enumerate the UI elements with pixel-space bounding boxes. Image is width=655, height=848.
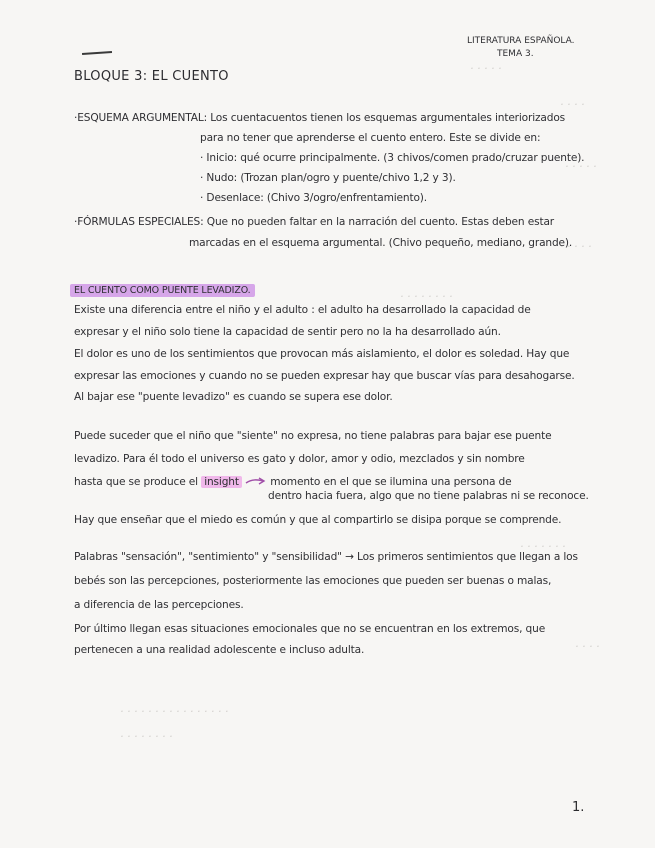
subject-header: LITERATURA ESPAÑOLA. <box>467 36 575 46</box>
section-heading-text: EL CUENTO COMO PUENTE LEVADIZO. <box>70 284 255 297</box>
note-line: Palabras "sensación", "sentimiento" y "sensibilidad" → Los primeros sentimientos que llegan a los <box>74 551 578 563</box>
unit-header: TEMA 3. <box>497 49 534 59</box>
note-line: levadizo. Para él todo el universo es gato y dolor, amor y odio, mezclados y sin nombre <box>74 453 525 465</box>
note-line: expresar y el niño solo tiene la capacidad de sentir pero no la ha desarrollado aún. <box>74 326 501 338</box>
page-number: 1. <box>572 800 585 815</box>
note-line: Hay que enseñar que el miedo es común y que al compartirlo se disipa porque se comprende. <box>74 514 562 526</box>
note-text: momento en el que se ilumina una persona de <box>270 476 512 488</box>
note-line: ·ESQUEMA ARGUMENTAL: Los cuentacuentos tienen los esquemas argumentales interiorizados <box>74 112 566 124</box>
note-line: Por último llegan esas situaciones emocionales que no se encuentran en los extremos, que <box>74 623 546 635</box>
page-title: BLOQUE 3: EL CUENTO <box>74 69 229 84</box>
note-line: a diferencia de las percepciones. <box>74 599 244 611</box>
section-heading <box>70 286 255 296</box>
pen-mark <box>82 51 112 55</box>
note-line: Existe una diferencia entre el niño y el adulto : el adulto ha desarrollado la capacidad de <box>74 304 531 316</box>
note-line: Puede suceder que el niño que "siente" no expresa, no tiene palabras para bajar ese puente <box>74 430 552 442</box>
notebook-page: · · · · · · · · · · · · · · · · · · · · · · · · · · · · · · · · · · · · · · · · · · · · · · · · · · · · · · · · · · · · · · LITERATURA ESPAÑOLA. TEMA 3. BLOQUE 3: EL CUENTO ·ESQUEMA ARGUMENTAL: Los cuentacuentos tienen los esquemas argumentales interiorizados para no tener que aprenderse el cuento entero. Este se divide en: · Inicio: qué ocurre principalmente. (3 chivos/comen prado/cruzar puente). · Nudo: (Trozan plan/ogro y puente/chivo 1,2 y 3). · Desenlace: (Chivo 3/ogro/enfrentamiento). ·FÓRMULAS ESPECIALES: Que no pueden faltar en la narración del cuento. Estas deben estar marcadas en el esquema argumental. (Chivo pequeño, mediano, grande). EL CUENTO COMO PUENTE LEVADIZO. Existe una diferencia entre el niño y el adulto : el adulto ha desarrollado la capacidad de expresar y el niño solo tiene la capacidad de sentir pero no la ha desarrollado aún. El dolor es uno de los sentimientos que provocan más aislamiento, el dolor es soledad. Hay que expresar las emociones y cuando no se pueden expresar hay que buscar vías para desahogarse. Al bajar ese "puente levadizo" es cuando se supera ese dolor. Puede suceder que el niño que "siente" no expresa, no tiene palabras para bajar ese puente levadizo. Para él todo el universo es gato y dolor, amor y odio, mezclados y sin nombre hasta que se produce el insight momento en el que se ilumina una persona de dentro hacia fuera, algo que no tiene palabras ni se reconoce. Hay que enseñar que el miedo es común y que al compartirlo se disipa porque se comprende. Palabras "sensación", "sentimiento" y "sensibilidad" → Los primeros sentimientos que llegan a los bebés son las percepciones, posteriormente las emociones que pueden ser buenas o malas, a diferencia de las percepciones. Por último llegan esas situaciones emocionales que no se encuentran en los extremos, que pertenecen a una realidad adolescente e incluso adulta. 1. <box>0 0 655 848</box>
note-line: · Inicio: qué ocurre principalmente. (3 chivos/comen prado/cruzar puente). <box>200 152 585 164</box>
note-line: El dolor es uno de los sentimientos que provocan más aislamiento, el dolor es soledad. Hay que <box>74 348 570 360</box>
note-line: · Desenlace: (Chivo 3/ogro/enfrentamiento). <box>200 192 428 204</box>
note-line: · Nudo: (Trozan plan/ogro y puente/chivo 1,2 y 3). <box>200 172 456 184</box>
note-line: dentro hacia fuera, algo que no tiene palabras ni se reconoce. <box>268 490 589 502</box>
note-line: para no tener que aprenderse el cuento entero. Este se divide en: <box>200 132 541 144</box>
note-line: marcadas en el esquema argumental. (Chivo pequeño, mediano, grande). <box>189 237 573 249</box>
note-line: pertenecen a una realidad adolescente e incluso adulta. <box>74 644 365 656</box>
note-line: ·FÓRMULAS ESPECIALES: Que no pueden faltar en la narración del cuento. Estas deben estar <box>74 216 554 228</box>
note-line: expresar las emociones y cuando no se pueden expresar hay que buscar vías para desahogarse. <box>74 370 575 382</box>
note-line: Al bajar ese "puente levadizo" es cuando se supera ese dolor. <box>74 391 393 403</box>
note-line: bebés son las percepciones, posteriormente las emociones que pueden ser buenas o malas, <box>74 575 552 587</box>
note-text: hasta que se produce el <box>74 476 198 488</box>
note-line <box>74 477 512 488</box>
arrow-icon <box>245 477 267 487</box>
insight-highlight: insight <box>201 476 242 488</box>
